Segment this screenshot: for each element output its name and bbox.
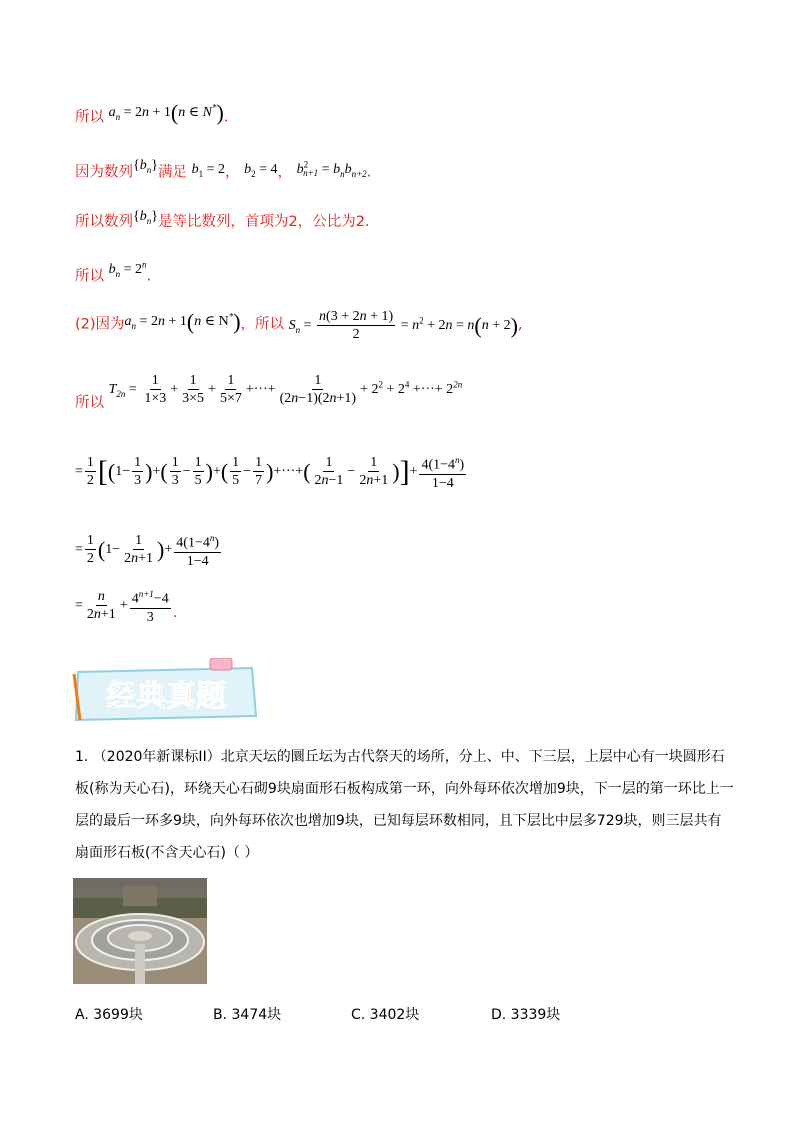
formula-b-conditions: $b_1 = 2$ <box>191 161 225 179</box>
solution-line-1: 所以 $a_n = 2n + 1(n$ ∈ N*). <box>75 99 229 126</box>
option-d[interactable]: D. 3339块 <box>491 1007 561 1023</box>
banner-clip-icon <box>210 658 232 670</box>
solution-line-5: (2)因为$a_n = 2n + 1(n$ ∈ N*)，所以 $S_n$ = $\frac{n(3 + 2n + 1)}{2}$ = $n^2 + 2n = n(n + 2)$, <box>75 308 523 342</box>
formula-result: = $\frac{n}{2n+1}$ + $\frac{4^{n+1}-4}{3}$ <box>75 598 173 613</box>
option-b[interactable]: B. 3474块 <box>213 1007 282 1023</box>
question-text: 1. （2020年新课标II）北京天坛的圜丘坛为古代祭天的场所，分上、中、下三层，上层中心有一块圆形石板(称为天心石)，环绕天心石砌9块扇面形石板构成第一环，向外每环依次增加9块，下一层的第一环比上一层的最后一环多9块，向外每环依次也增加9块，已知每层环数相同，且下层比中层多729块，则三层共有扇面形石板(不含天心石)（ ） <box>75 749 734 861</box>
line-5-mid: ，所以 <box>240 316 285 333</box>
formula-step-2: = $\frac{1}{2}$ (1− $\frac{1}{2n+1}$ )+ $\frac{4(1-4^n)}{1-4}$ <box>75 542 223 557</box>
option-c[interactable]: C. 3402块 <box>351 1007 420 1023</box>
solution-line-6 <box>75 372 463 411</box>
line-3-prefix: 所以数列 <box>75 214 133 230</box>
line-3-suffix: 是等比数列，首项为2，公比为2. <box>157 214 370 230</box>
formula-bn: $b_n = 2^n$ <box>108 259 147 279</box>
altar-photo <box>73 878 207 984</box>
line-5-prefix: (2)因为 <box>75 316 125 333</box>
solution-line-3: 所以数列$\{b_n\}$是等比数列，首项为2，公比为2. <box>75 209 370 230</box>
solution-line-4: 所以 $b_n = 2^n$. <box>75 259 152 285</box>
line-2-prefix: 因为数列 <box>75 164 133 181</box>
solution-line-8 <box>75 530 223 570</box>
solution-line-7 <box>75 452 468 492</box>
solution-line-2: 因为数列$\{b_n\}$满足 $b_1 = 2$， $b_2 = 4$， $b^2_{n+1} = b_nb_{n+2}$. <box>75 157 372 181</box>
line-6-prefix: 所以 <box>75 394 104 411</box>
formula-T2n: $T_{2n}$ = $\frac{1}{1\times 3}$ + $\frac{1}{3\times 5}$ + $\frac{1}{5\times 7}$ +···+ $\frac{1}{(2n-1)(2n+1)}$ + $2^2 + 2^4$ +···+ $2^{2n}$ <box>108 373 463 406</box>
line-1-prefix: 所以 <box>75 109 104 126</box>
option-a[interactable]: A. 3699块 <box>75 1007 143 1023</box>
formula-Sn: $S_n$ = $\frac{n(3 + 2n + 1)}{2}$ = $n^2 + 2n = n(n + 2)$ <box>288 309 518 342</box>
formula-bn-set: $\{b_n\}$ <box>133 157 158 175</box>
formula-step-1: = $\frac{1}{2}$ [(1− $\frac{1}{3}$ )+( $\frac{1}{3}$ − $\frac{1}{5}$ )+( $\frac{1}{5}$ − $\frac{1}{7}$ )+···+( $\frac{1}{2n-1}$ − $\frac{1}{2n+1}$ )]+ $\frac{4(1-4^n)}{1-4}$ <box>75 464 468 479</box>
formula-an: $a_n = 2n + 1(n$ ∈ N*) <box>108 99 224 125</box>
banner-title: 经典真题 <box>106 679 226 714</box>
banner-frame <box>70 658 260 724</box>
line-2-mid: 满足 <box>157 164 187 181</box>
section-banner <box>70 658 260 724</box>
solution-line-9: = $\frac{n}{2n+1}$ + $\frac{4^{n+1}-4}{3}$ . <box>75 586 177 626</box>
line-4-prefix: 所以 <box>75 268 104 285</box>
